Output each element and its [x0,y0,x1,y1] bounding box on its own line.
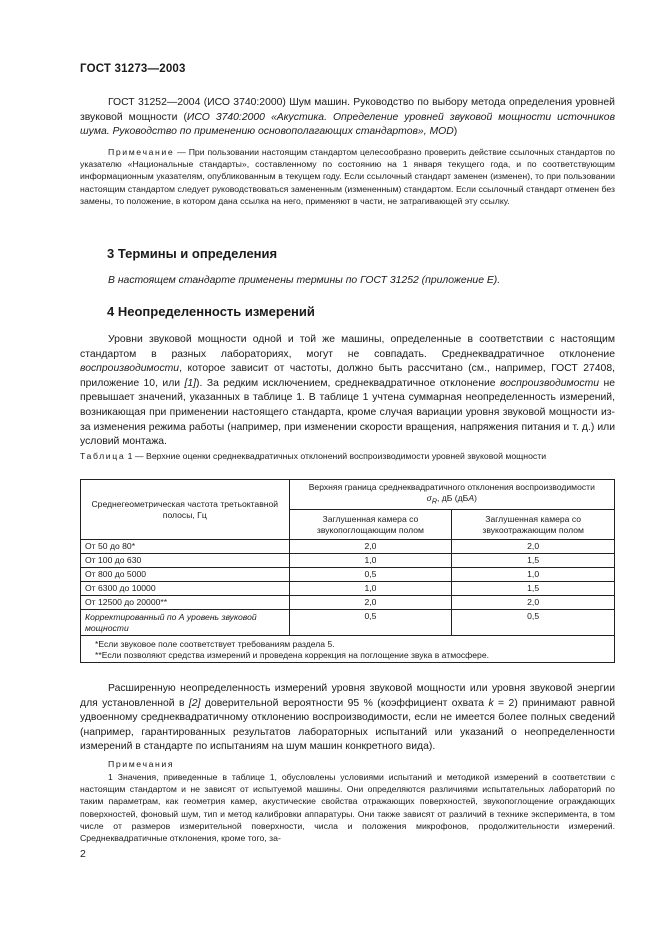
section-4-paragraph: Уровни звуковой мощности одной и той же машины, определенные в соответствии с настоящим стандартом в разных лабораториях, могут не совпадать. Среднеквадратичное отклонение воспроизводимости, которое зависит от частоты, должно быть рассчитано (см., например, ГОСТ 27408, приложение 10, или [1]). За редким исключением, среднеквадратичное отклонение воспроизводимости не превышает значений, указанных в таблице 1. В таблице 1 учтена суммарная неопределенность измерений, возникающая при применении настоящего стандарта, кроме случая вариации уровня звуковой мощности из-за изменения режима работы (например, при изменении скорости вращения, напряжения питания и т. д.) или условий монтажа. [80,334,615,448]
note-item-1: 1 Значения, приведенные в таблице 1, обусловлены условиями испытаний и методикой измерений в соответствии с настоящим стандартом и не зависят от испытуемой машины. Они определяются различиями испытательных лабораторий по таким параметрам, как геометрия камер, акустические свойства отражающих поверхностей, звукопоглощение ограждающих поверхностей, фоновый шум, тип и метод калибровки аппаратуры. Они также зависят от различий в технике эксперимента, в том числе от размеров измерительной поверхности, числа и положения микрофонов, продолжительности измерений. Среднеквадратичные отклонения, кроме того, за- [80,772,615,844]
col-header-absorbing: Заглушенная камера со звукопоглощающим полом [289,510,452,540]
col-header-reflecting: Заглушенная камера со звукоотражающим полом [452,510,615,540]
table-row: От 800 до 5000 0,5 1,0 [81,568,615,582]
corrected-label: Корректированный по А уровень звуковой мощности [81,610,290,636]
section-4-title: 4 Неопределенность измерений [107,304,315,319]
table-row-corrected: Корректированный по А уровень звуковой мощности 0,5 0,5 [81,610,615,636]
table-row: От 100 до 630 1,0 1,5 [81,554,615,568]
table-row: От 12500 до 20000** 2,0 2,0 [81,596,615,610]
section-3-text: В настоящем стандарте применены термины по ГОСТ 31252 (приложение Е). [108,275,501,286]
reproducibility-table [80,479,615,663]
page-number: 2 [80,848,86,860]
notes-label: Примечания [108,759,175,769]
table-row: От 6300 до 10000 1,0 1,5 [81,582,615,596]
table-footnotes [81,636,615,663]
reference-note: Примечание — При пользовании настоящим стандартом целесообразно проверить действие ссылочных стандартов по указателю «Национальные стандарты», составленному по состоянию на 1 января текущего года, и по соответствующим информационным указателям, опубликованным в текущем году. Если ссылочный стандарт заменен (изменен), то при пользовании настоящим стандартом следует руководствоваться замененным (измененным) стандартом. Если ссылочный стандарт отменен без замены, то положение, в котором дана ссылка на него, применяют в части, не затрагивающей эту ссылку. [80,147,615,206]
footnote-2: **Если позволяют средства измерений и проведена коррекция на поглощение звука в атмосфере. [95,649,489,660]
col-header-group: Верхняя граница среднеквадратичного отклонения воспроизводимости $\sigma_R$, дБ (дБA) [289,480,614,510]
document-header: ГОСТ 31273—2003 [80,63,186,75]
footnote-1: *Если звуковое поле соответствует требованиям раздела 5. [95,639,335,649]
table-row: От 50 до 80* 2,0 2,0 [81,540,615,554]
col-header-frequency: Среднегеометрическая частота третьоктавной полосы, Гц [81,480,290,540]
uncertainty-paragraph: Расширенную неопределенность измерений уровня звуковой мощности или уровня звуковой энергии для установленной в [2] доверительной вероятности 95 % (коэффициент охвата k = 2) принимают равной удвоенному среднеквадратичному отклонению воспроизводимости, если не имеется более полных сведений (например, гарантированных результатов лабораторных испытаний или указаний о неопределенности измерений в стандарте по испытаниям на шум машин конкретного вида). [80,683,615,753]
note-label: Примечание [108,147,175,157]
table-caption: Таблица 1 — Верхние оценки среднеквадратичных отклонений воспроизводимости уровней звуковой мощности [80,451,547,461]
section-3-title: 3 Термины и определения [107,246,278,261]
normative-reference: ГОСТ 31252—2004 (ИСО 3740:2000) Шум машин. Руководство по выбору метода определения уровней звуковой мощности (ИСО 3740:2000 «Акустика. Определение уровней звуковой мощности источников шума. Руководство по применению основополагающих стандартов», MOD) [80,97,615,138]
